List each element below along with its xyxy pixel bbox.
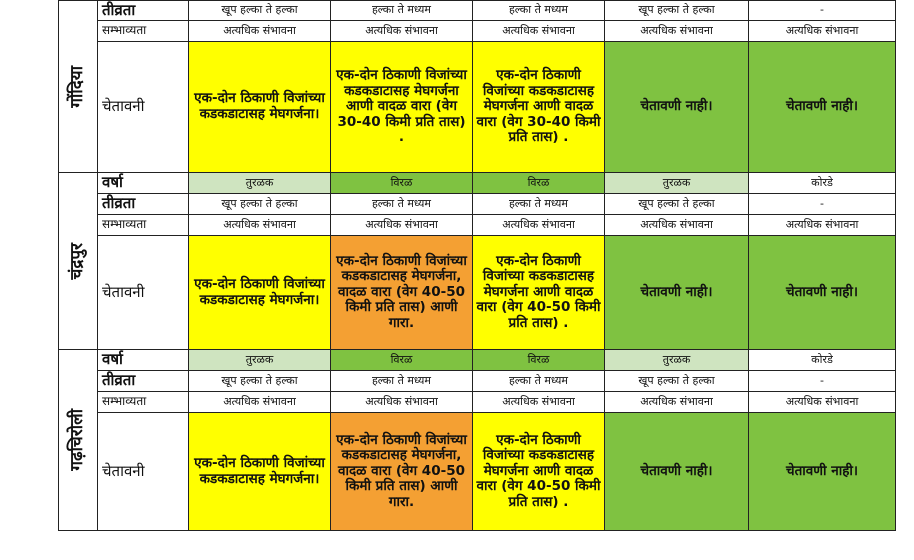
- warning-label: चेतावनी: [98, 42, 189, 173]
- intensity-cell: खूप हल्का ते हल्का: [189, 194, 331, 215]
- warning-cell: एक-दोन ठिकाणी विजांच्या कडकडाटासह मेघगर्जना, वादळ वारा (वेग 40-50 किमी प्रति तास) आणी गारा.: [331, 236, 473, 350]
- warning-cell: एक-दोन ठिकाणी विजांच्या कडकडाटासह मेघगर्जना।: [189, 413, 331, 531]
- intensity-cell: हल्का ते मध्यम: [331, 194, 473, 215]
- intensity-cell: खूप हल्का ते हल्का: [605, 371, 749, 392]
- intensity-cell: -: [749, 194, 896, 215]
- intensity-cell: खूप हल्का ते हल्का: [189, 371, 331, 392]
- rain-cell: तुरळक: [605, 350, 749, 371]
- probability-cell: अत्यधिक संभावना: [331, 215, 473, 236]
- warning-cell: चेतावणी नाही।: [605, 413, 749, 531]
- probability-cell: अत्यधिक संभावना: [473, 215, 605, 236]
- intensity-cell: खूप हल्का ते हल्का: [605, 1, 749, 21]
- warning-cell: चेतावणी नाही।: [605, 42, 749, 173]
- intensity-label: तीव्रता: [98, 371, 189, 392]
- probability-cell: अत्यधिक संभावना: [749, 215, 896, 236]
- probability-cell: अत्यधिक संभावना: [605, 215, 749, 236]
- intensity-cell: -: [749, 1, 896, 21]
- warning-cell: चेतावणी नाही।: [749, 236, 896, 350]
- probability-cell: अत्यधिक संभावना: [605, 392, 749, 413]
- rain-cell: विरळ: [473, 350, 605, 371]
- intensity-label: तीव्रता: [98, 194, 189, 215]
- warning-cell: एक-दोन ठिकाणी विजांच्या कडकडाटासह मेघगर्जना आणी वादळ वारा (वेग 30-40 किमी प्रति तास) .: [473, 42, 605, 173]
- rain-label: वर्षा: [98, 350, 189, 371]
- rain-label: वर्षा: [98, 173, 189, 194]
- warning-cell: चेतावणी नाही।: [749, 42, 896, 173]
- intensity-cell: हल्का ते मध्यम: [473, 1, 605, 21]
- intensity-cell: -: [749, 371, 896, 392]
- rain-cell: कोरडे: [749, 350, 896, 371]
- probability-label: सम्भाव्यता: [98, 392, 189, 413]
- warning-label: चेतावनी: [98, 236, 189, 350]
- rain-cell: तुरळक: [189, 350, 331, 371]
- rain-cell: तुरळक: [189, 173, 331, 194]
- probability-cell: अत्यधिक संभावना: [331, 21, 473, 42]
- probability-cell: अत्यधिक संभावना: [331, 392, 473, 413]
- probability-label: सम्भाव्यता: [98, 21, 189, 42]
- rain-cell: कोरडे: [749, 173, 896, 194]
- probability-cell: अत्यधिक संभावना: [189, 215, 331, 236]
- warning-cell: चेतावणी नाही।: [749, 413, 896, 531]
- intensity-cell: खूप हल्का ते हल्का: [605, 194, 749, 215]
- intensity-cell: हल्का ते मध्यम: [473, 371, 605, 392]
- rain-cell: विरळ: [473, 173, 605, 194]
- warning-cell: एक-दोन ठिकाणी विजांच्या कडकडाटासह मेघगर्जना, वादळ वारा (वेग 40-50 किमी प्रति तास) आणी गारा.: [331, 413, 473, 531]
- probability-cell: अत्यधिक संभावना: [473, 392, 605, 413]
- intensity-cell: हल्का ते मध्यम: [473, 194, 605, 215]
- rain-cell: विरळ: [331, 350, 473, 371]
- district-name-gondia: गोंदिया: [59, 1, 98, 173]
- probability-cell: अत्यधिक संभावना: [749, 392, 896, 413]
- intensity-label: तीव्रता: [98, 1, 189, 21]
- probability-label: सम्भाव्यता: [98, 215, 189, 236]
- intensity-cell: हल्का ते मध्यम: [331, 1, 473, 21]
- probability-cell: अत्यधिक संभावना: [189, 21, 331, 42]
- intensity-cell: खूप हल्का ते हल्का: [189, 1, 331, 21]
- district-forecast-table: [58, 0, 896, 531]
- probability-cell: अत्यधिक संभावना: [605, 21, 749, 42]
- rain-cell: तुरळक: [605, 173, 749, 194]
- warning-cell: एक-दोन ठिकाणी विजांच्या कडकडाटासह मेघगर्जना।: [189, 42, 331, 173]
- warning-label: चेतावनी: [98, 413, 189, 531]
- district-name-chandrapur: चंद्रपुर: [59, 173, 98, 350]
- district-name-gadchiroli: गढ़चिरोली: [59, 350, 98, 531]
- warning-cell: एक-दोन ठिकाणी विजांच्या कडकडाटासह मेघगर्जना आणी वादळ वारा (वेग 40-50 किमी प्रति तास) .: [473, 236, 605, 350]
- intensity-cell: हल्का ते मध्यम: [331, 371, 473, 392]
- probability-cell: अत्यधिक संभावना: [473, 21, 605, 42]
- warning-cell: एक-दोन ठिकाणी विजांच्या कडकडाटासह मेघगर्जना आणी वादळ वारा (वेग 40-50 किमी प्रति तास) .: [473, 413, 605, 531]
- warning-cell: एक-दोन ठिकाणी विजांच्या कडकडाटासह मेघगर्जना।: [189, 236, 331, 350]
- probability-cell: अत्यधिक संभावना: [189, 392, 331, 413]
- warning-cell: चेतावणी नाही।: [605, 236, 749, 350]
- rain-cell: विरळ: [331, 173, 473, 194]
- probability-cell: अत्यधिक संभावना: [749, 21, 896, 42]
- warning-cell: एक-दोन ठिकाणी विजांच्या कडकडाटासह मेघगर्जना आणी वादळ वारा (वेग 30-40 किमी प्रति तास) .: [331, 42, 473, 173]
